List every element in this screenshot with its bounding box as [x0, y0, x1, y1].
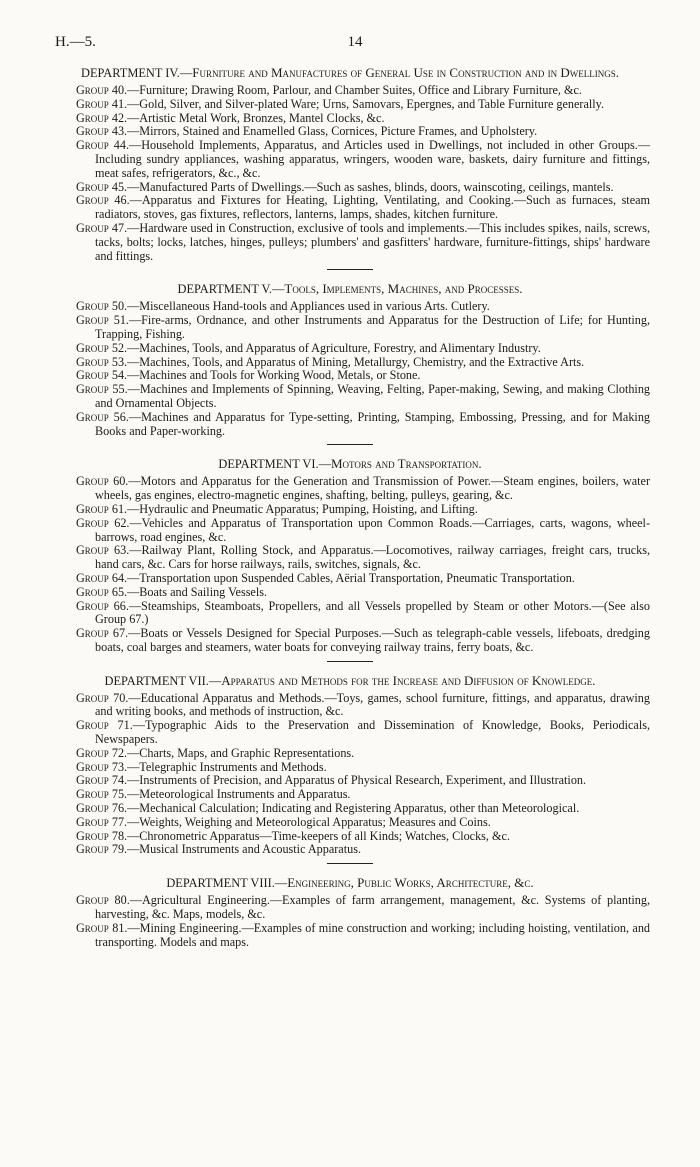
group-entry — [76, 627, 650, 655]
group-label: Group — [76, 354, 109, 369]
group-entry — [76, 788, 650, 802]
group-entry — [76, 503, 650, 517]
group-entry — [76, 98, 650, 112]
group-label: Group — [76, 83, 109, 97]
group-description: .—Mining Engineering.—Examples of mine construction and working; including hoisting, ventilation, and transporting. Models and maps. — [95, 920, 651, 949]
group-description: .—Apparatus and Fixtures for Heating, Lighting, Ventilating, and Cooking.—Such as furnaces, steam radiators, stoves, gas fixtures, reflectors, lanterns, lamps, shades, kitchen furniture. — [95, 193, 650, 222]
group-label: Group — [76, 220, 109, 235]
group-number: 52 — [111, 340, 125, 355]
group-entry — [76, 194, 650, 222]
group-number: 44 — [113, 138, 126, 153]
section-divider — [327, 269, 373, 270]
group-entry — [76, 586, 650, 600]
group-description: .—Hardware used in Construction, exclusive of tools and implements.—This includes spikes, nails, screws, tacks, bolts; locks, latches, hinges, pulleys; plumbers' and gasfitters' hardware, furniture-fittings, ships' hardware and fittings. — [95, 220, 651, 263]
group-number: 42 — [111, 110, 125, 125]
group-number: 40 — [111, 83, 125, 97]
group-description: .—Mirrors, Stained and Enamelled Glass, Cornices, Picture Frames, and Upholstery. — [124, 124, 538, 139]
group-entry — [76, 314, 650, 342]
group-description: .—Musical Instruments and Acoustic Apparatus. — [124, 842, 361, 857]
group-number: 79 — [111, 842, 125, 857]
group-list — [50, 84, 650, 263]
group-entry — [76, 761, 650, 775]
group-label: Group — [76, 340, 109, 355]
group-number: 41 — [111, 96, 125, 111]
group-number: 75 — [111, 787, 125, 802]
group-number: 61 — [111, 501, 125, 516]
department-section — [50, 457, 650, 654]
group-number: 74 — [111, 773, 125, 788]
group-number: 65 — [111, 584, 125, 599]
group-entry — [76, 747, 650, 761]
group-number: 53 — [111, 354, 125, 369]
group-description: .—Motors and Apparatus for the Generation and Transmission of Power.—Steam engines, boilers, water wheels, gas engines, electro-magnetic engines, shafting, belting, pulleys, gearing, &c. — [95, 474, 650, 503]
group-description: .—Machines, Tools, and Apparatus of Agriculture, Forestry, and Alimentary Industry. — [124, 340, 541, 355]
group-number: 43 — [111, 124, 125, 139]
group-number: 63 — [114, 543, 127, 558]
department-section — [50, 674, 650, 858]
group-number: 66 — [113, 598, 126, 613]
group-description: .—Boats and Sailing Vessels. — [124, 584, 268, 599]
department-number: DEPARTMENT VIII.— — [166, 876, 288, 891]
group-label: Group — [76, 893, 109, 908]
group-entry — [76, 356, 650, 370]
group-number: 81 — [112, 920, 125, 935]
group-description: .—Machines and Tools for Working Wood, Metals, or Stone. — [124, 368, 421, 383]
group-list — [50, 894, 650, 949]
group-number: 71 — [117, 718, 130, 733]
group-list — [50, 475, 650, 654]
group-label: Group — [76, 598, 109, 613]
group-list — [50, 692, 650, 858]
group-entry — [76, 411, 650, 439]
group-label: Group — [76, 96, 109, 111]
page-number: 14 — [347, 34, 363, 50]
group-label: Group — [76, 745, 109, 760]
group-label: Group — [76, 515, 109, 530]
group-label: Group — [76, 718, 109, 733]
group-label: Group — [76, 759, 109, 774]
group-description: .—Steamships, Steamboats, Propellers, and all Vessels propelled by Steam or other Motors.—(See also Group 67.) — [95, 598, 651, 627]
group-number: 77 — [111, 814, 125, 829]
group-label: Group — [76, 501, 109, 516]
group-description: .—Chronometric Apparatus—Time-keepers of all Kinds; Watches, Clocks, &c. — [124, 828, 510, 843]
group-number: 78 — [111, 828, 125, 843]
group-entry — [76, 383, 650, 411]
group-label: Group — [76, 124, 109, 139]
group-entry — [76, 802, 650, 816]
group-number: 72 — [111, 745, 125, 760]
section-divider — [327, 444, 373, 445]
group-description: .—Educational Apparatus and Methods.—Toys, games, school furniture, fittings, and apparatus, drawing and writing books, and methods of instruction, &c. — [95, 690, 650, 719]
department-number: DEPARTMENT V.— — [177, 282, 285, 297]
group-description: .—Machines and Implements of Spinning, Weaving, Felting, Paper-making, Sewing, and making Clothing and Ornamental Objects. — [95, 382, 651, 410]
group-number: 64 — [111, 570, 125, 585]
group-entry — [76, 843, 650, 857]
group-description: .—Boats or Vessels Designed for Special Purposes.—Such as telegraph-cable vessels, lifeboats, dredging boats, coal barges and steamers, water boats for conveying railway trains, ferry boats, &c. — [95, 626, 650, 654]
group-list — [50, 300, 650, 438]
group-number: 73 — [111, 759, 125, 774]
group-entry — [76, 719, 650, 747]
group-description: .—Meteorological Instruments and Apparatus. — [124, 787, 351, 802]
group-entry — [76, 600, 650, 628]
group-description: .—Charts, Maps, and Graphic Representations. — [124, 745, 355, 760]
group-description: .—Machines and Apparatus for Type-setting, Printing, Stamping, Embossing, Pressing, and for Making Books and Paper-working. — [95, 409, 651, 438]
department-section — [50, 66, 650, 263]
group-number: 46 — [114, 193, 127, 208]
group-description: .—Typographic Aids to the Preservation and Dissemination of Knowledge, Books, Periodicals, Newspapers. — [95, 718, 650, 747]
group-number: 80 — [114, 893, 127, 908]
group-number: 56 — [113, 409, 126, 424]
group-entry — [76, 922, 650, 950]
group-entry — [76, 125, 650, 139]
group-label: Group — [76, 570, 109, 585]
group-label: Group — [76, 842, 109, 857]
department-heading — [50, 66, 650, 80]
group-entry — [76, 369, 650, 383]
group-entry — [76, 181, 650, 195]
group-description: .—Gold, Silver, and Silver-plated Ware; Urns, Samovars, Epergnes, and Table Furniture generally. — [124, 96, 605, 111]
department-title: Tools, Implements, Machines, and Processes. — [284, 281, 523, 297]
department-heading — [50, 282, 650, 296]
group-label: Group — [76, 409, 109, 424]
group-description: .—Telegraphic Instruments and Methods. — [124, 759, 327, 774]
group-label: Group — [76, 313, 109, 328]
group-label: Group — [76, 382, 109, 397]
group-label: Group — [76, 543, 109, 558]
group-entry — [76, 816, 650, 830]
group-entry — [76, 475, 650, 503]
group-entry — [76, 342, 650, 356]
department-number: DEPARTMENT IV.— — [81, 66, 193, 80]
group-description: .—Artistic Metal Work, Bronzes, Mantel Clocks, &c. — [124, 110, 385, 125]
group-entry — [76, 300, 650, 314]
group-entry — [76, 139, 650, 180]
group-entry — [76, 222, 650, 263]
group-description: .—Transportation upon Suspended Cables, Aërial Transportation, Pneumatic Transportation. — [124, 570, 575, 585]
group-number: 55 — [112, 382, 125, 397]
department-title: Furniture and Manufactures of General Use in Construction and in Dwellings. — [192, 65, 619, 80]
department-heading — [50, 457, 650, 471]
group-entry — [76, 774, 650, 788]
section-divider — [327, 863, 373, 864]
group-entry — [76, 894, 650, 922]
group-label: Group — [76, 626, 109, 641]
group-description: .—Vehicles and Apparatus of Transportation upon Common Roads.—Carriages, carts, wagons, wheel-barrows, road engines, &c. — [95, 515, 650, 544]
group-entry — [76, 572, 650, 586]
group-label: Group — [76, 814, 109, 829]
group-number: 50 — [111, 299, 125, 314]
group-description: .—Household Implements, Apparatus, and Articles used in Dwellings, not included in other Groups.—Including sundry appliances, washing apparatus, wringers, wooden ware, baskets, dairy furniture and fittings, meat safes, refrigerators, &c., &c. — [95, 138, 651, 180]
group-description: .—Weights, Weighing and Meteorological Apparatus; Measures and Coins. — [124, 814, 491, 829]
group-label: Group — [76, 138, 109, 153]
group-entry — [76, 830, 650, 844]
group-description: .—Agricultural Engineering.—Examples of farm arrangement, management, &c. Systems of planting, harvesting, &c. Maps, models, &c. — [95, 893, 651, 922]
document-code: H.—5. — [55, 34, 96, 50]
group-description: .—Mechanical Calculation; Indicating and Registering Apparatus, other than Meteorological. — [124, 801, 580, 816]
group-description: .—Machines, Tools, and Apparatus of Mining, Metallurgy, Chemistry, and the Extractive Arts. — [124, 354, 585, 369]
group-entry — [76, 692, 650, 720]
group-entry — [76, 84, 650, 98]
group-label: Group — [76, 193, 109, 208]
group-description: .—Manufactured Parts of Dwellings.—Such as sashes, blinds, doors, wainscoting, ceilings, mantels. — [124, 179, 614, 194]
group-label: Group — [76, 474, 109, 489]
departments-list — [50, 66, 650, 949]
group-number: 45 — [111, 179, 125, 194]
group-entry — [76, 112, 650, 126]
department-title: Motors and Transportation. — [331, 456, 482, 472]
group-label: Group — [76, 584, 109, 599]
group-number: 76 — [111, 801, 125, 816]
group-label: Group — [76, 299, 109, 314]
group-description: .—Instruments of Precision, and Apparatus of Physical Research, Experiment, and Illustration. — [124, 773, 587, 788]
group-number: 54 — [111, 368, 125, 383]
group-label: Group — [76, 110, 109, 125]
group-label: Group — [76, 920, 109, 935]
department-section — [50, 876, 650, 949]
group-label: Group — [76, 801, 109, 816]
group-entry — [76, 517, 650, 545]
department-title: Apparatus and Methods for the Increase and Diffusion of Knowledge. — [221, 672, 596, 688]
group-label: Group — [76, 828, 109, 843]
group-number: 47 — [111, 220, 125, 235]
group-number: 60 — [113, 474, 126, 489]
section-divider — [327, 661, 373, 662]
group-label: Group — [76, 179, 109, 194]
group-description: .—Hydraulic and Pneumatic Apparatus; Pumping, Hoisting, and Lifting. — [124, 501, 478, 516]
department-number: DEPARTMENT VI.— — [218, 457, 331, 472]
group-label: Group — [76, 773, 109, 788]
group-entry — [76, 544, 650, 572]
group-label: Group — [76, 368, 109, 383]
group-description: .—Fire-arms, Ordnance, and other Instruments and Apparatus for the Destruction of Life; for Hunting, Trapping, Fishing. — [95, 313, 651, 341]
department-title: Engineering, Public Works, Architecture, &c. — [287, 875, 534, 891]
group-label: Group — [76, 787, 109, 802]
group-label: Group — [76, 690, 109, 705]
group-number: 70 — [113, 690, 126, 705]
group-description: .—Miscellaneous Hand-tools and Appliances used in various Arts. Cutlery. — [124, 299, 490, 314]
group-number: 67 — [112, 626, 126, 641]
department-number: DEPARTMENT VII.— — [104, 673, 222, 688]
department-section — [50, 282, 650, 438]
department-heading — [50, 674, 650, 688]
group-number: 62 — [114, 515, 127, 530]
page-header — [50, 34, 650, 58]
group-number: 51 — [113, 313, 126, 328]
group-description: .—Railway Plant, Rolling Stock, and Apparatus.—Locomotives, railway carriages, freight cars, trucks, hand cars, &c. Cars for horse railways, rails, switches, signals, &c. — [95, 543, 650, 572]
group-description: .—Furniture; Drawing Room, Parlour, and Chamber Suites, Office and Library Furniture, &c. — [124, 83, 582, 97]
department-heading — [50, 876, 650, 890]
